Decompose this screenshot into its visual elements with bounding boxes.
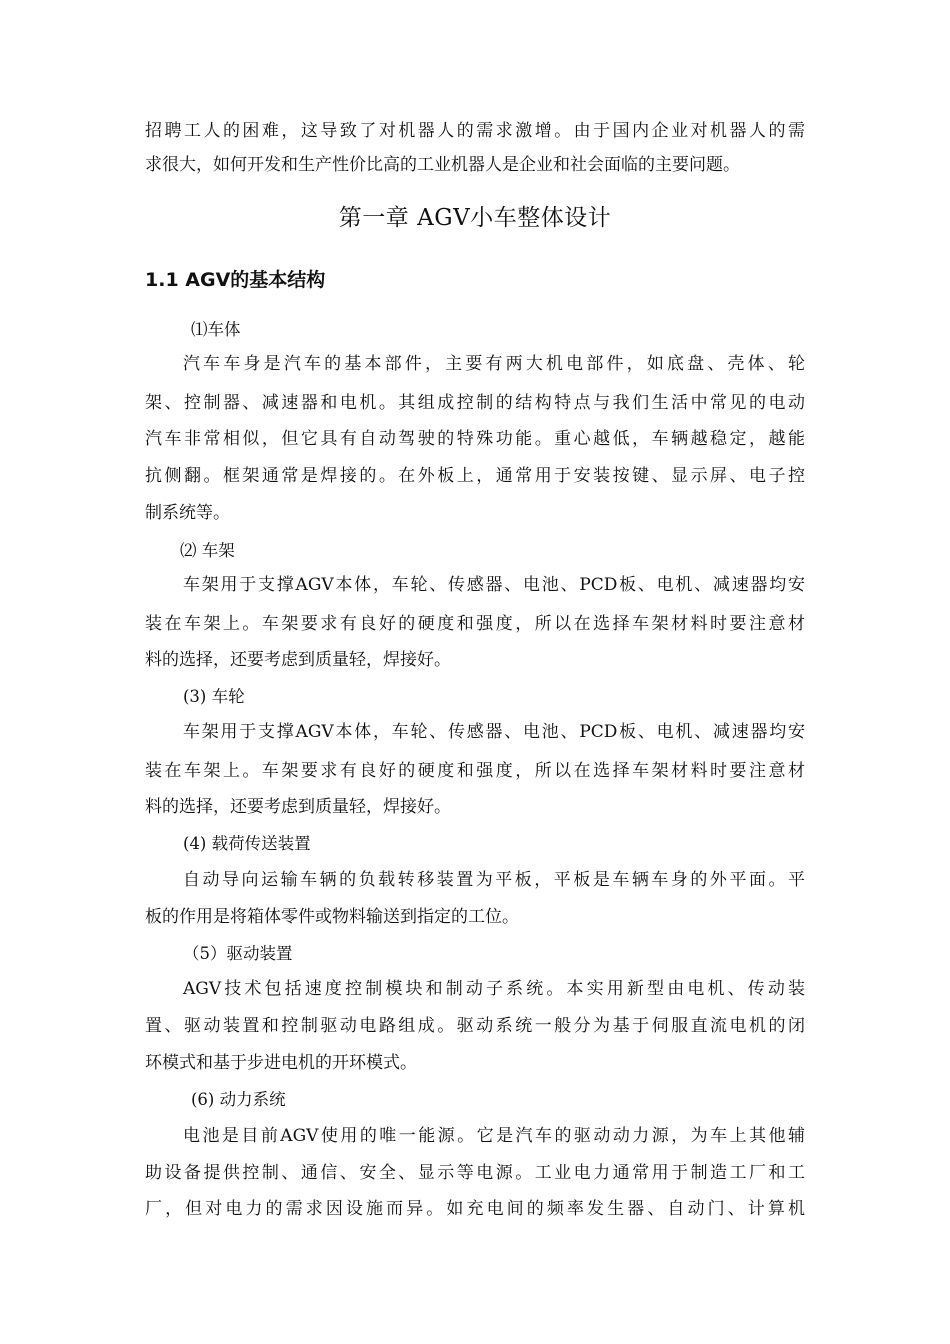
paragraph-line: 架、控制器、减速器和电机。其组成控制的结构特点与我们生活中常见的电动 bbox=[145, 393, 805, 413]
paragraph-line: 制系统等。 bbox=[145, 503, 230, 523]
item-heading: (6) 动力系统 bbox=[191, 1090, 286, 1109]
item-heading: （5）驱动装置 bbox=[183, 944, 293, 963]
paragraph-line: 汽车车身是汽车的基本部件，主要有两大机电部件，如底盘、壳体、轮 bbox=[183, 354, 805, 374]
item-heading: ⑴车体 bbox=[191, 320, 241, 339]
paragraph-line: 自动导向运输车辆的负载转移装置为平板，平板是车辆车身的外平面。平 bbox=[183, 870, 805, 890]
paragraph-line: 车架用于支撑AGV本体，车轮、传感器、电池、PCD板、电机、减速器均安 bbox=[183, 575, 805, 595]
paragraph-line: AGV技术包括速度控制模块和制动子系统。本实用新型由电机、传动装 bbox=[183, 979, 805, 999]
paragraph-line: 电池是目前AGV使用的唯一能源。它是汽车的驱动动力源，为车上其他辅 bbox=[183, 1126, 805, 1146]
item-heading: ⑵ 车架 bbox=[180, 541, 235, 560]
intro-line: 招聘工人的困难，这导致了对机器人的需求激增。由于国内企业对机器人的需 bbox=[145, 121, 805, 141]
paragraph-line: 料的选择，还要考虑到质量轻，焊接好。 bbox=[145, 797, 451, 817]
intro-line: 求很大，如何开发和生产性价比高的工业机器人是企业和社会面临的主要问题。 bbox=[145, 155, 740, 175]
paragraph-line: 汽车非常相似，但它具有自动驾驶的特殊功能。重心越低，车辆越稳定，越能 bbox=[145, 429, 805, 449]
paragraph-line: 料的选择，还要考虑到质量轻，焊接好。 bbox=[145, 650, 451, 670]
paragraph-line: 装在车架上。车架要求有良好的硬度和强度，所以在选择车架材料时要注意材 bbox=[145, 761, 805, 781]
paragraph-line: 车架用于支撑AGV本体，车轮、传感器、电池、PCD板、电机、减速器均安 bbox=[183, 722, 805, 742]
paragraph-line: 置、驱动装置和控制驱动电路组成。驱动系统一般分为基于伺服直流电机的闭 bbox=[145, 1016, 805, 1036]
paragraph-line: 板的作用是将箱体零件或物料输送到指定的工位。 bbox=[145, 907, 519, 927]
paragraph-line: 厂，但对电力的需求因设施而异。如充电间的频率发生器、自动门、计算机 bbox=[145, 1199, 805, 1219]
paragraph-line: 抗侧翻。框架通常是焊接的。在外板上，通常用于安装按键、显示屏、电子控 bbox=[145, 466, 805, 486]
paragraph-line: 环模式和基于步进电机的开环模式。 bbox=[145, 1053, 417, 1073]
chapter-title: 第一章 AGV小车整体设计 bbox=[338, 205, 612, 231]
section-heading: 1.1 AGV的基本结构 bbox=[145, 269, 326, 291]
paragraph-line: 装在车架上。车架要求有良好的硬度和强度，所以在选择车架材料时要注意材 bbox=[145, 614, 805, 634]
item-heading: (3) 车轮 bbox=[183, 687, 245, 706]
item-heading: (4) 载荷传送装置 bbox=[183, 834, 311, 853]
paragraph-line: 助设备提供控制、通信、安全、显示等电源。工业电力通常用于制造工厂和工 bbox=[145, 1163, 805, 1183]
